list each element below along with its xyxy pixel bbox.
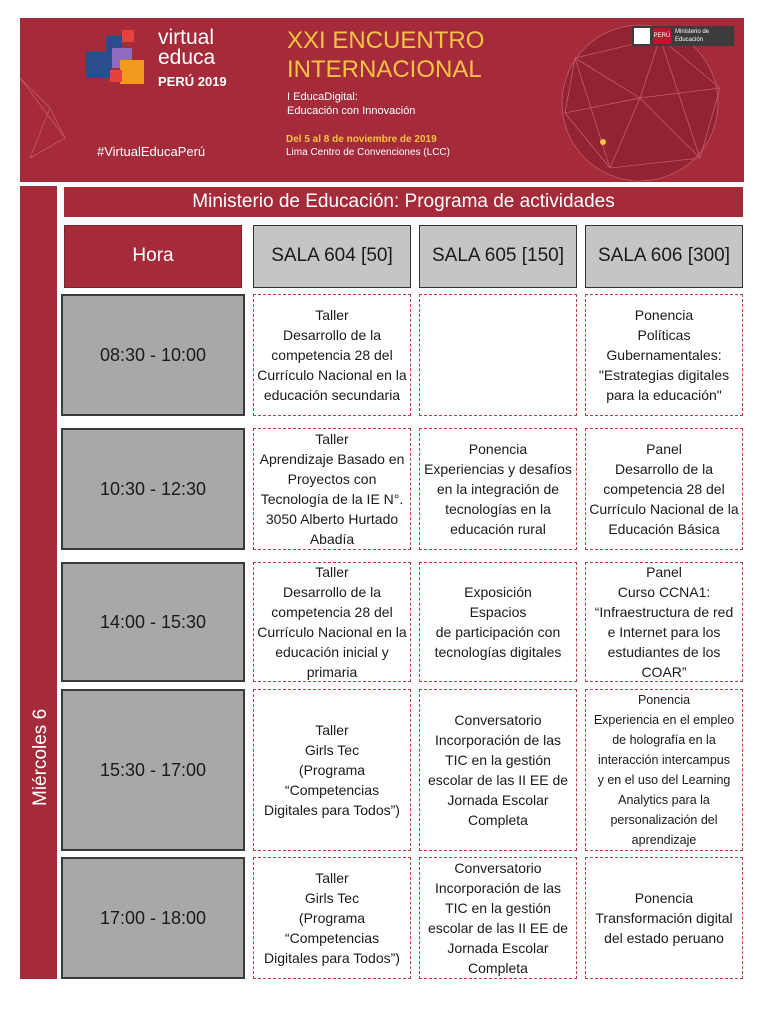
room-header-604: SALA 604 [50] [253,225,411,288]
activity-cell [585,294,743,416]
event-subtitle [287,90,487,118]
activity-line: tecnologías en la [445,501,551,517]
activity-line: Espacios [469,604,527,620]
activity-line: Taller [315,431,349,447]
time-slot: 14:00 - 15:30 [61,562,245,682]
logo-line-1: virtual [158,26,215,49]
activity-line: e Internet para los [607,624,721,640]
room-header-605: SALA 605 [150] [419,225,577,288]
activity-line: aprendizaje [631,833,697,847]
time-slot: 10:30 - 12:30 [61,428,245,550]
activity-line: Taller [315,870,349,886]
activity-cell [585,689,743,851]
activity-line: Digitales para Todos”) [264,802,400,818]
activity-line: del estado peruano [604,930,724,946]
activity-line: Transformación digital [595,910,733,926]
schedule-title: Ministerio de Educación: Programa de actividades [64,187,743,217]
activity-line: Completa [468,812,528,828]
activity-cell [419,428,577,550]
activity-cell [585,428,743,550]
gov-peru-label: PERÚ [653,28,671,44]
activity-line: Currículo Nacional en la [257,367,407,383]
event-subtitle-line-1: I EducaDigital: [287,91,358,103]
activity-line: Exposición [464,584,532,600]
activity-line: Abadía [309,531,355,547]
day-label: Miércoles 6 [30,708,51,806]
activity-line: COAR” [641,664,687,680]
activity-line: interacción intercampus [597,753,730,767]
event-subtitle-line-2: Educación con Innovación [287,105,416,117]
activity-line: (Programa [298,910,366,926]
activity-line: "Estrategias digitales [598,367,730,383]
activity-cell [253,689,411,851]
activity-line: (Programa [298,762,366,778]
activity-line: Educación Básica [608,521,720,537]
activity-line: Incorporación de las [434,880,562,896]
gov-ministry-name: Ministerio de Educación [675,29,710,43]
activity-line: para la educación" [606,387,722,403]
activity-line: Desarrollo de la [614,461,714,477]
activity-line: de holografía en la [612,733,716,747]
hora-header: Hora [64,225,242,288]
activity-line: competencia 28 del [271,604,393,620]
activity-line: Ponencia [468,441,528,457]
activity-line: Digitales para Todos”) [264,950,400,966]
activity-line: Panel [646,564,682,580]
activity-line: Gubernamentales: [606,347,722,363]
activity-line: Analytics para la [618,793,710,807]
activity-line: competencia 28 del [271,347,393,363]
activity-line: Ponencia [634,890,694,906]
activity-line: Desarrollo de la [282,327,382,343]
activity-line: estudiantes de los [607,644,721,660]
activity-cell [585,857,743,979]
activity-cell [585,562,743,682]
logo-wordmark [158,28,215,68]
activity-line: Proyectos con [287,471,377,487]
room-header-606: SALA 606 [300] [585,225,743,288]
time-slot: 08:30 - 10:00 [61,294,245,416]
logo-line-2: educa [158,46,216,69]
event-banner [20,18,744,182]
activity-line: en la integración de [436,481,560,497]
activity-line: Taller [315,307,349,323]
activity-line: escolar de las II EE de [427,920,569,936]
activity-line: 3050 Alberto Hurtado [265,511,399,527]
activity-line: personalización del [610,813,718,827]
time-slot: 17:00 - 18:00 [61,857,245,979]
activity-cell [253,294,411,416]
activity-line: Completa [468,960,528,976]
activity-line: Aprendizaje Basado en [259,451,405,467]
event-date: Del 5 al 8 de noviembre de 2019 [286,134,437,145]
activity-line: escolar de las II EE de [427,772,569,788]
ministry-badge [632,26,734,46]
activity-line: educación inicial y [275,644,389,660]
activity-line: tecnologías digitales [434,644,562,660]
activity-line: Experiencias y desafíos [424,461,572,477]
activity-line: primaria [306,664,358,680]
activity-line: “Competencias [284,930,380,946]
activity-line: Curso CCNA1: [617,584,711,600]
activity-line: Experiencia en el empleo [593,713,735,727]
hashtag: #VirtualEducaPerú [97,144,206,159]
activity-line: Currículo Nacional en la [257,624,407,640]
activity-line: Políticas [637,327,691,343]
activity-line: “Competencias [284,782,380,798]
logo-subtitle: PERÚ 2019 [158,74,227,89]
activity-line: Taller [315,564,349,580]
activity-line: TIC en la gestión [445,900,551,916]
activity-line: Conversatorio [454,860,542,876]
activity-line: Taller [315,722,349,738]
virtual-educa-logo-icon [86,30,156,90]
activity-line: competencia 28 del [603,481,725,497]
activity-line: Ponencia [637,693,691,707]
activity-line: Girls Tec [304,742,360,758]
activity-line: Panel [646,441,682,457]
activity-line: Jornada Escolar [447,940,549,956]
activity-cell [419,294,577,416]
activity-line: educación secundaria [263,387,401,403]
activity-line: Tecnología de la IE N°. [260,491,404,507]
time-slot: 15:30 - 17:00 [61,689,245,851]
event-title-line-2: INTERNACIONAL [287,56,482,83]
activity-line: Conversatorio [454,712,542,728]
activity-cell [253,428,411,550]
activity-line: “Infraestructura de red [594,604,734,620]
day-bar [20,186,57,979]
peru-shield-icon [634,28,650,44]
activity-cell [253,857,411,979]
activity-cell [419,562,577,682]
activity-line: de participación con [435,624,561,640]
activity-cell [419,857,577,979]
activity-line: Girls Tec [304,890,360,906]
activity-line: Ponencia [634,307,694,323]
activity-line: Desarrollo de la [282,584,382,600]
activity-line: TIC en la gestión [445,752,551,768]
event-title [287,26,547,84]
activity-line: educación rural [450,521,546,537]
event-title-line-1: XXI ENCUENTRO [287,27,485,54]
event-venue: Lima Centro de Convenciones (LCC) [286,147,450,158]
activity-line: Jornada Escolar [447,792,549,808]
activity-cell [253,562,411,682]
activity-line: Incorporación de las [434,732,562,748]
activity-line: Currículo Nacional de la [589,501,739,517]
activity-line: y en el uso del Learning [597,773,731,787]
activity-cell [419,689,577,851]
